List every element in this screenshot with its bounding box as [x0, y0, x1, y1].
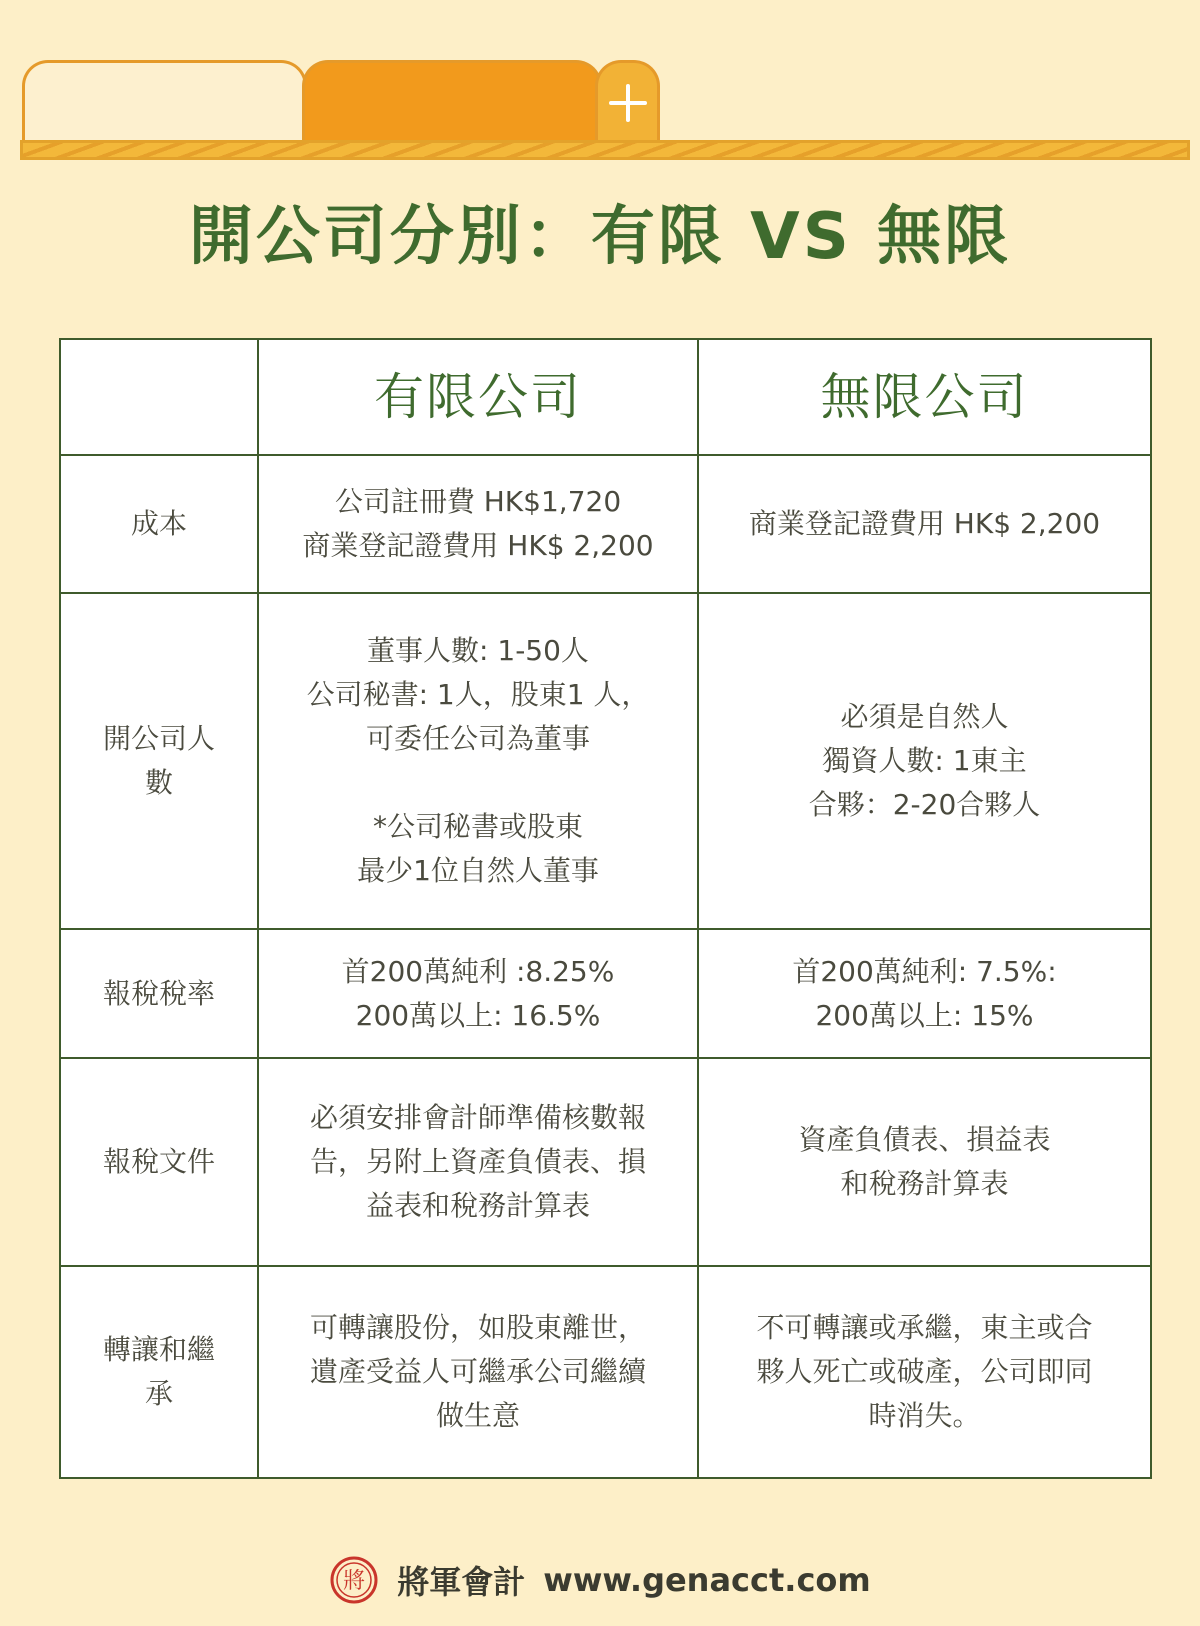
- cell-unlimited-people: [698, 593, 1151, 929]
- cell-limited-people: [258, 593, 698, 929]
- cell-line: 合夥：2-20合夥人: [808, 788, 1041, 821]
- cell-line: 做生意: [435, 1399, 520, 1432]
- row-label-people: [60, 593, 258, 929]
- footer-website-link[interactable]: www.genacct.com: [543, 1561, 871, 1599]
- cell-line: 公司秘書: 1人，股東1 人，: [306, 678, 650, 711]
- row-label-line: 開公司人: [102, 722, 215, 755]
- row-label-line: 數: [144, 766, 173, 799]
- cell-limited-tax-rate: [258, 929, 698, 1058]
- row-label-transfer: [60, 1266, 258, 1478]
- tab-bar: [20, 140, 1190, 160]
- row-label-line: 成本: [130, 507, 187, 540]
- cell-spacer: [281, 761, 675, 805]
- row-label-line: 轉讓和繼: [102, 1333, 215, 1366]
- header-unlimited-company: 無限公司: [698, 339, 1151, 455]
- footer-brand: 將軍會計: [397, 1563, 526, 1601]
- add-tab-button[interactable]: [595, 60, 660, 142]
- cell-unlimited-cost: [698, 455, 1151, 593]
- footer: [0, 1550, 1200, 1610]
- cell-line: 益表和稅務計算表: [365, 1189, 590, 1222]
- cell-unlimited-tax-docs: [698, 1058, 1151, 1266]
- header-empty: [60, 339, 258, 455]
- tab-first[interactable]: [22, 60, 307, 142]
- cell-limited-tax-docs: [258, 1058, 698, 1266]
- tab-strip: [20, 58, 1190, 168]
- row-label-line: 報稅稅率: [102, 976, 215, 1010]
- cell-line: 和稅務計算表: [840, 1167, 1009, 1200]
- cell-line: 200萬以上: 16.5%: [355, 998, 601, 1032]
- cell-limited-cost: [258, 455, 698, 593]
- cell-line: 首200萬純利 :8.25%: [341, 954, 615, 988]
- row-label-cost: [60, 455, 258, 593]
- cell-line: 必須安排會計師準備核數報: [309, 1101, 646, 1134]
- table-row: [60, 1058, 1151, 1266]
- cell-line: 最少1位自然人董事: [357, 854, 599, 887]
- cell-line: *公司秘書或股東: [372, 810, 583, 843]
- cell-line: 首200萬純利: 7.5%:: [792, 954, 1057, 988]
- cell-line: 獨資人數: 1東主: [822, 744, 1027, 777]
- cell-line: 時消失。: [868, 1399, 981, 1432]
- tab-second[interactable]: [302, 60, 602, 142]
- comparison-table: [59, 338, 1152, 1479]
- cell-line: 可委任公司為董事: [365, 722, 590, 755]
- seal-text: 將: [343, 1569, 366, 1594]
- cell-line: 必須是自然人: [840, 700, 1009, 733]
- table-row: [60, 929, 1151, 1058]
- plus-icon: [608, 83, 648, 123]
- table-row: [60, 593, 1151, 929]
- cell-line: 不可轉讓或承繼，東主或合: [756, 1311, 1093, 1344]
- page-title: 開公司分別：有限 VS 無限: [188, 200, 1012, 274]
- cell-limited-transfer: [258, 1266, 698, 1478]
- cell-line: 公司註冊費 HK$1,720: [334, 485, 622, 518]
- cell-unlimited-tax-rate: [698, 929, 1151, 1058]
- table-header-row: [60, 339, 1151, 455]
- row-label-tax-docs: [60, 1058, 258, 1266]
- cell-line: 200萬以上: 15%: [815, 998, 1034, 1032]
- row-label-tax-rate: [60, 929, 258, 1058]
- cell-unlimited-transfer: [698, 1266, 1151, 1478]
- row-label-line: 承: [144, 1377, 173, 1410]
- cell-line: 夥人死亡或破產，公司即同: [756, 1355, 1093, 1388]
- cell-line: 商業登記證費用 HK$ 2,200: [748, 507, 1101, 540]
- cell-line: 可轉讓股份，如股東離世，: [309, 1311, 646, 1344]
- row-label-line: 報稅文件: [102, 1145, 215, 1178]
- cell-line: 資產負債表、損益表: [798, 1123, 1051, 1156]
- table-row: [60, 455, 1151, 593]
- cell-line: 商業登記證費用 HK$ 2,200: [302, 529, 654, 562]
- cell-line: 告，另附上資產負債表、損: [309, 1145, 646, 1178]
- cell-line: 遺產受益人可繼承公司繼續: [309, 1355, 646, 1388]
- header-limited-company: 有限公司: [258, 339, 698, 455]
- seal-icon: [329, 1555, 379, 1605]
- cell-line: 董事人數: 1-50人: [367, 634, 589, 667]
- table-row: [60, 1266, 1151, 1478]
